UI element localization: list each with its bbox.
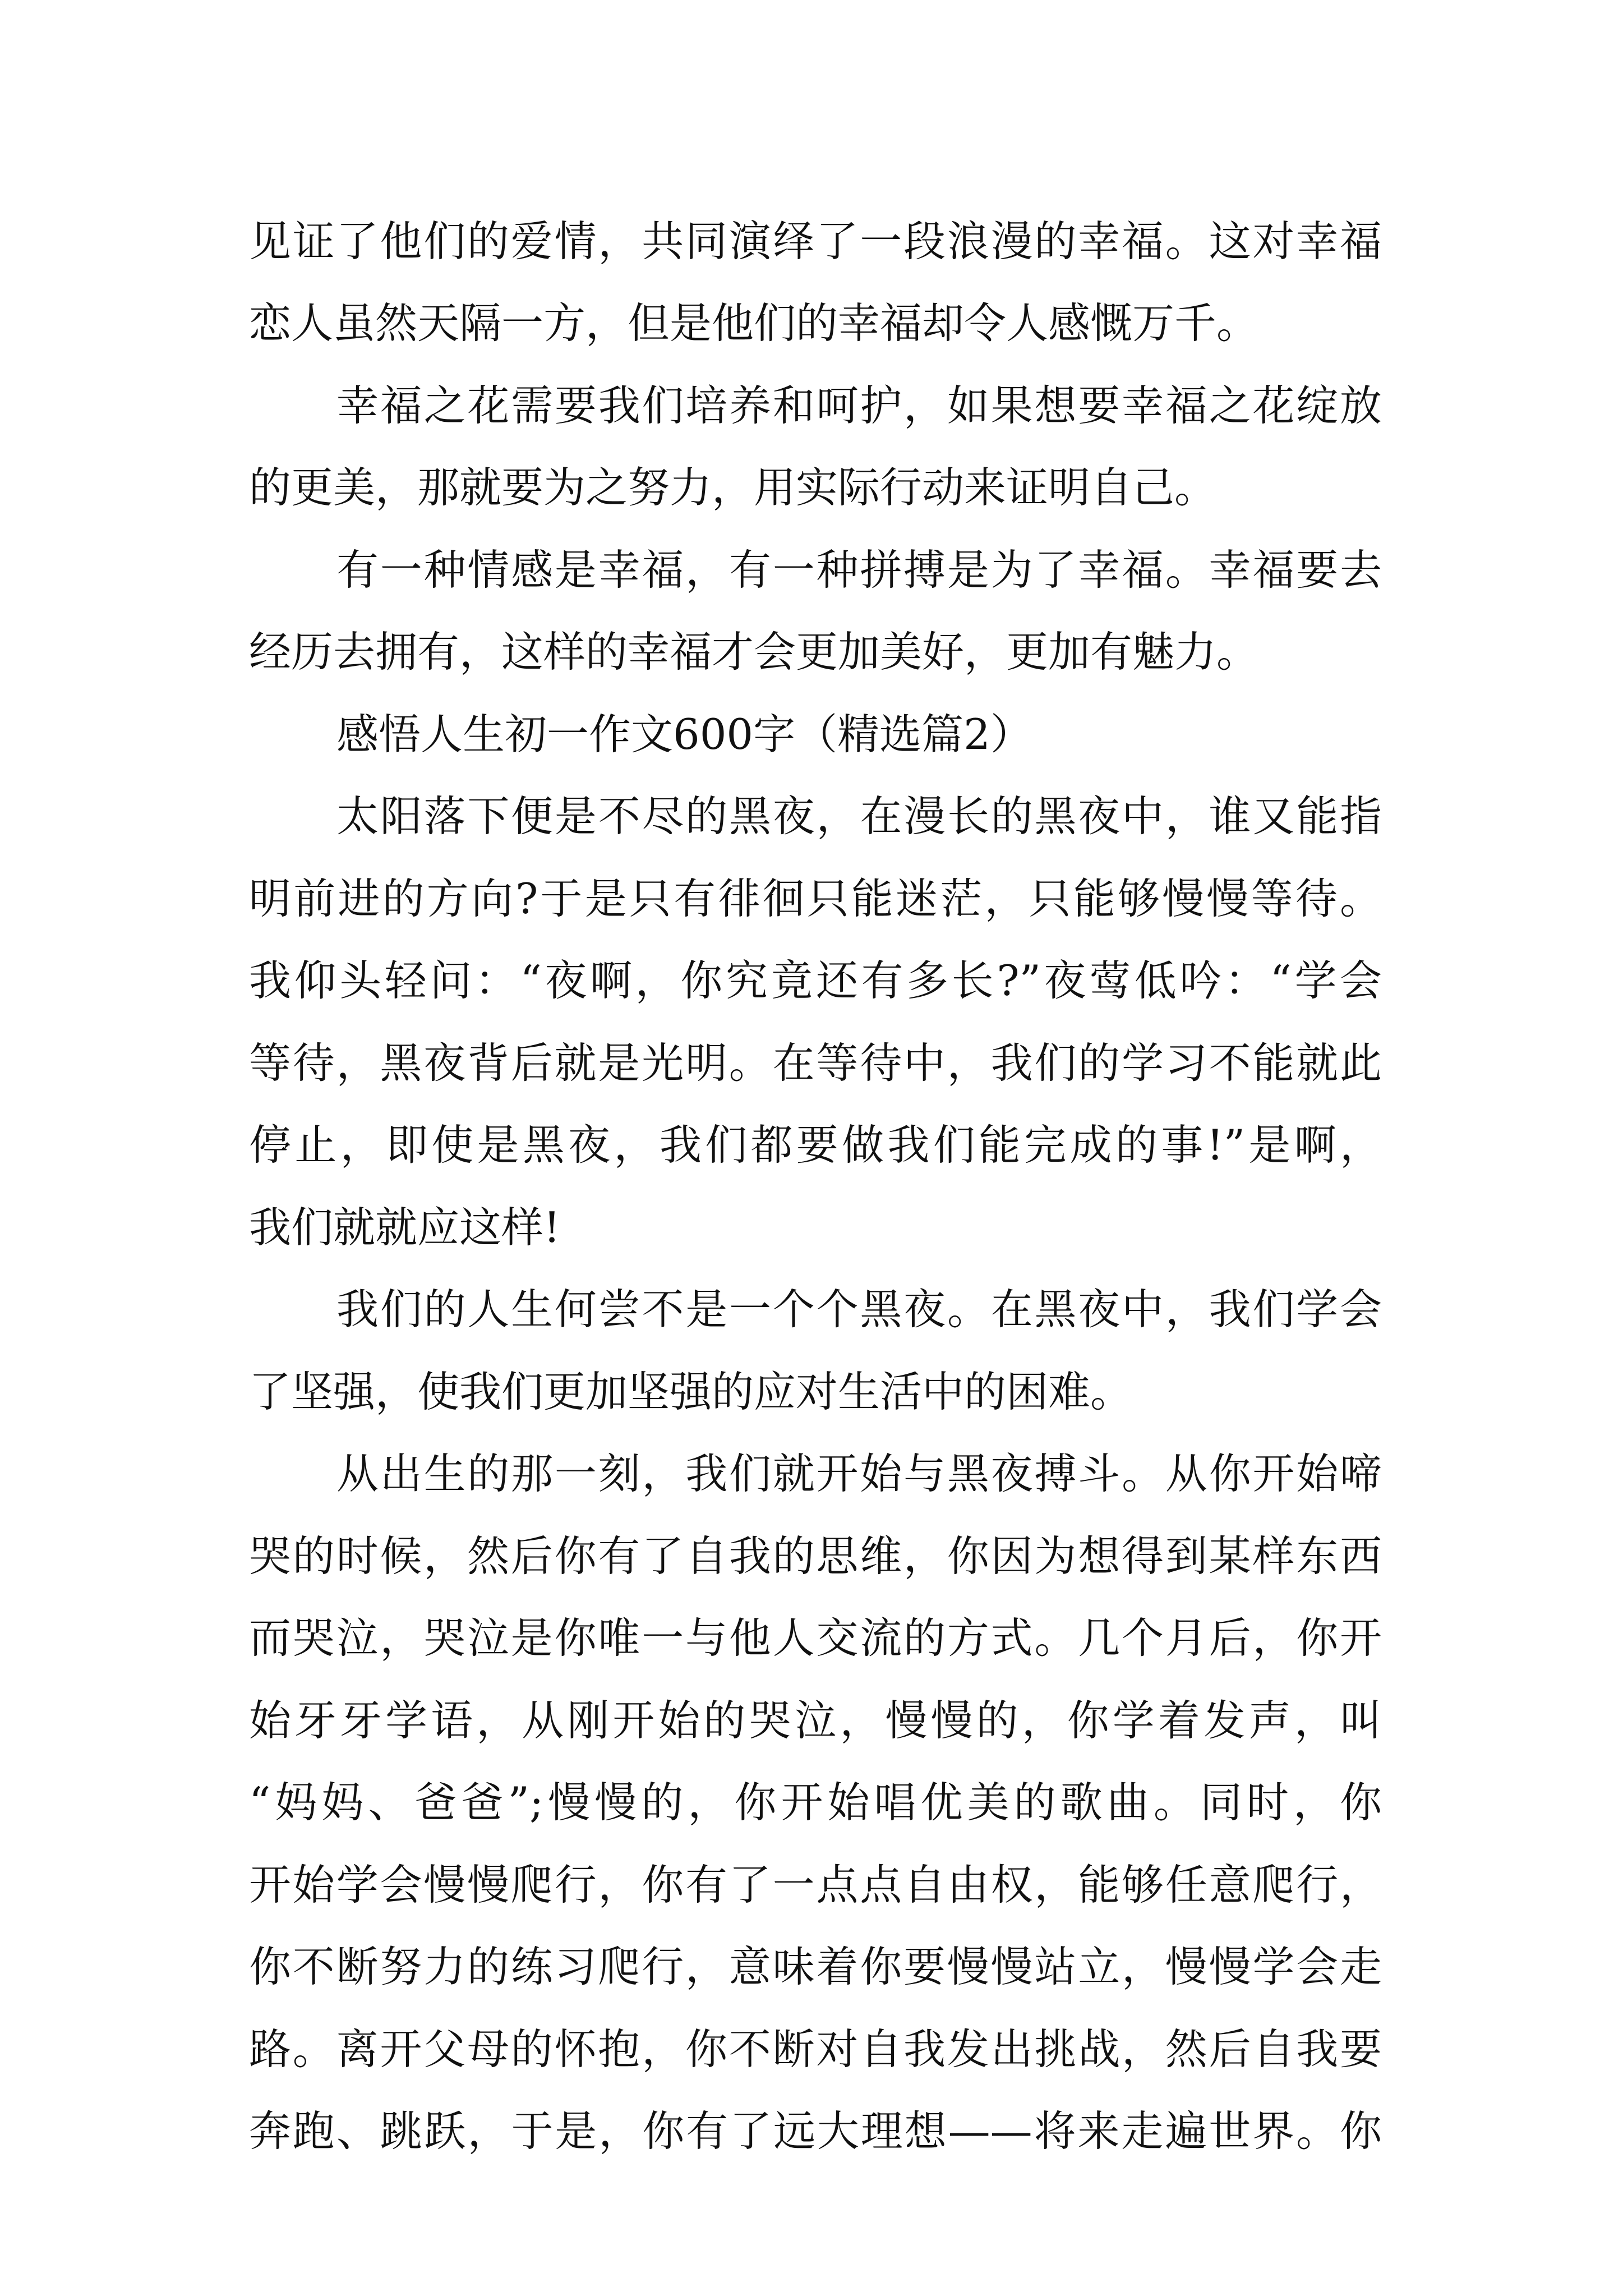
text-line: 明前进的方向?于是只有徘徊只能迷茫，只能够慢慢等待。 bbox=[249, 874, 1382, 923]
text-line: 我仰头轻问：“夜啊，你究竟还有多长?”夜莺低吟：“学会 bbox=[249, 956, 1382, 1005]
text-line: 停止，即使是黑夜，我们都要做我们能完成的事!”是啊， bbox=[249, 1120, 1382, 1170]
paragraph-start-line: 幸福之花需要我们培养和呵护，如果想要幸福之花绽放 bbox=[336, 381, 1382, 430]
text-line: 的更美，那就要为之努力，用实际行动来证明自己。 bbox=[249, 463, 1217, 512]
text-line: 开始学会慢慢爬行，你有了一点点自由权，能够任意爬行， bbox=[249, 1860, 1382, 1910]
paragraph-start-line: 从出生的那一刻，我们就开始与黑夜搏斗。从你开始啼 bbox=[336, 1449, 1382, 1498]
text-line: 路。离开父母的怀抱，你不断对自我发出挑战，然后自我要 bbox=[249, 2024, 1382, 2074]
text-line: 奔跑、跳跃，于是，你有了远大理想——将来走遍世界。你 bbox=[249, 2106, 1382, 2156]
text-line: 经历去拥有，这样的幸福才会更加美好，更加有魅力。 bbox=[249, 627, 1259, 677]
text-line: 了坚强，使我们更加坚强的应对生活中的困难。 bbox=[249, 1367, 1133, 1416]
section-heading: 感悟人生初一作文600字（精选篇2） bbox=[336, 710, 1032, 759]
paragraph-start-line: 有一种情感是幸福，有一种拼搏是为了幸福。幸福要去 bbox=[336, 545, 1382, 595]
text-line: 见证了他们的爱情，共同演绎了一段浪漫的幸福。这对幸福 bbox=[249, 217, 1382, 266]
text-line: 恋人虽然天隔一方，但是他们的幸福却令人感慨万千。 bbox=[249, 298, 1259, 348]
text-line: 等待，黑夜背后就是光明。在等待中，我们的学习不能就此 bbox=[249, 1038, 1382, 1088]
paragraph-start-line: 太阳落下便是不尽的黑夜，在漫长的黑夜中，谁又能指 bbox=[336, 792, 1382, 841]
text-line: 哭的时候，然后你有了自我的思维，你因为想得到某样东西 bbox=[249, 1531, 1382, 1581]
paragraph-start-line: 我们的人生何尝不是一个个黑夜。在黑夜中，我们学会 bbox=[336, 1285, 1382, 1334]
text-line: 而哭泣，哭泣是你唯一与他人交流的方式。几个月后，你开 bbox=[249, 1613, 1382, 1663]
text-line: “妈妈、爸爸”;慢慢的，你开始唱优美的歌曲。同时，你 bbox=[249, 1778, 1382, 1827]
text-line: 始牙牙学语，从刚开始的哭泣，慢慢的，你学着发声，叫 bbox=[249, 1696, 1382, 1745]
text-line: 你不断努力的练习爬行，意味着你要慢慢站立，慢慢学会走 bbox=[249, 1942, 1382, 1991]
text-line: 我们就就应这样! bbox=[249, 1203, 561, 1252]
